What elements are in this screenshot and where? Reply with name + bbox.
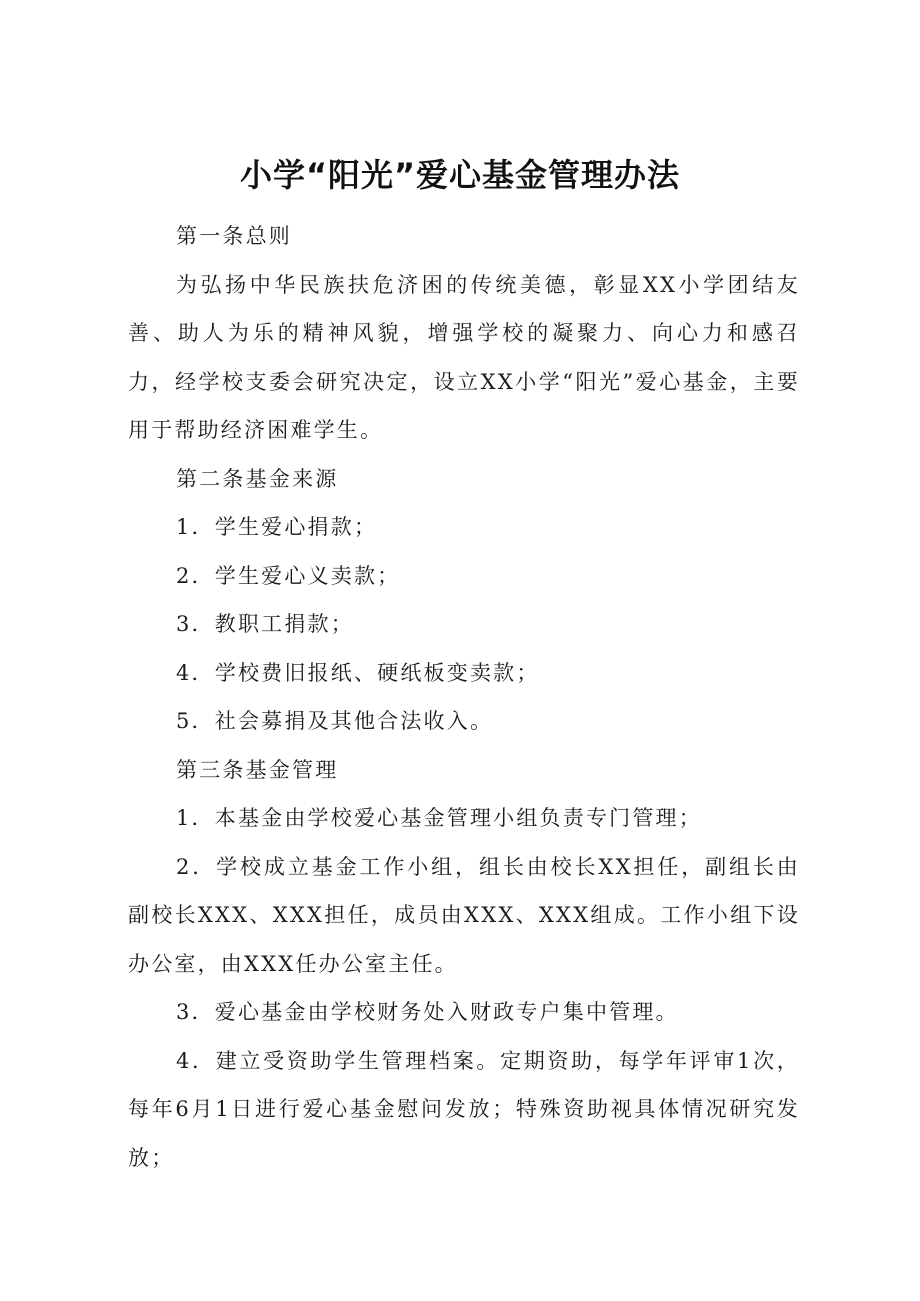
article-3-heading: 第三条基金管理: [176, 757, 339, 782]
document-body: [128, 212, 800, 1182]
document-title: 小学“阳光”爱心基金管理办法: [239, 156, 681, 195]
list-item: 5．社会募捐及其他合法收入。: [176, 709, 494, 733]
list-item: 1．本基金由学校爱心基金管理小组负责专门管理；: [176, 806, 702, 830]
article-1-heading: 第一条总则: [176, 224, 292, 248]
list-item: 1．学生爱心捐款；: [176, 515, 378, 539]
list-item: 2．学校成立基金工作小组，组长由校长XX担任，副组长由副校长XXX、XXX担任，成员由XXX、XXX组成。工作小组下设办公室，由XXX任办公室主任。: [128, 854, 800, 976]
list-item: 2．学生爱心义卖款；: [176, 563, 401, 588]
list-item: 4．学校费旧报纸、硬纸板变卖款；: [176, 660, 540, 685]
article-1-text: 为弘扬中华民族扶危济困的传统美德，彰显XX小学团结友善、助人为乐的精神风貌，增强学校的凝聚力、向心力和感召力，经学校支委会研究决定，设立XX小学“阳光”爱心基金，主要用于帮助经济困难学生。: [128, 272, 800, 442]
article-2-heading: 第二条基金来源: [176, 466, 339, 491]
list-item: 3．教职工捐款；: [176, 612, 354, 636]
list-item: 4．建立受资助学生管理档案。定期资助，每学年评审1次，每年6月1日进行爱心基金慰问发放；特殊资助视具体情况研究发放；: [128, 1048, 800, 1170]
list-item: 3．爱心基金由学校财务处入财政专户集中管理。: [176, 1000, 679, 1024]
